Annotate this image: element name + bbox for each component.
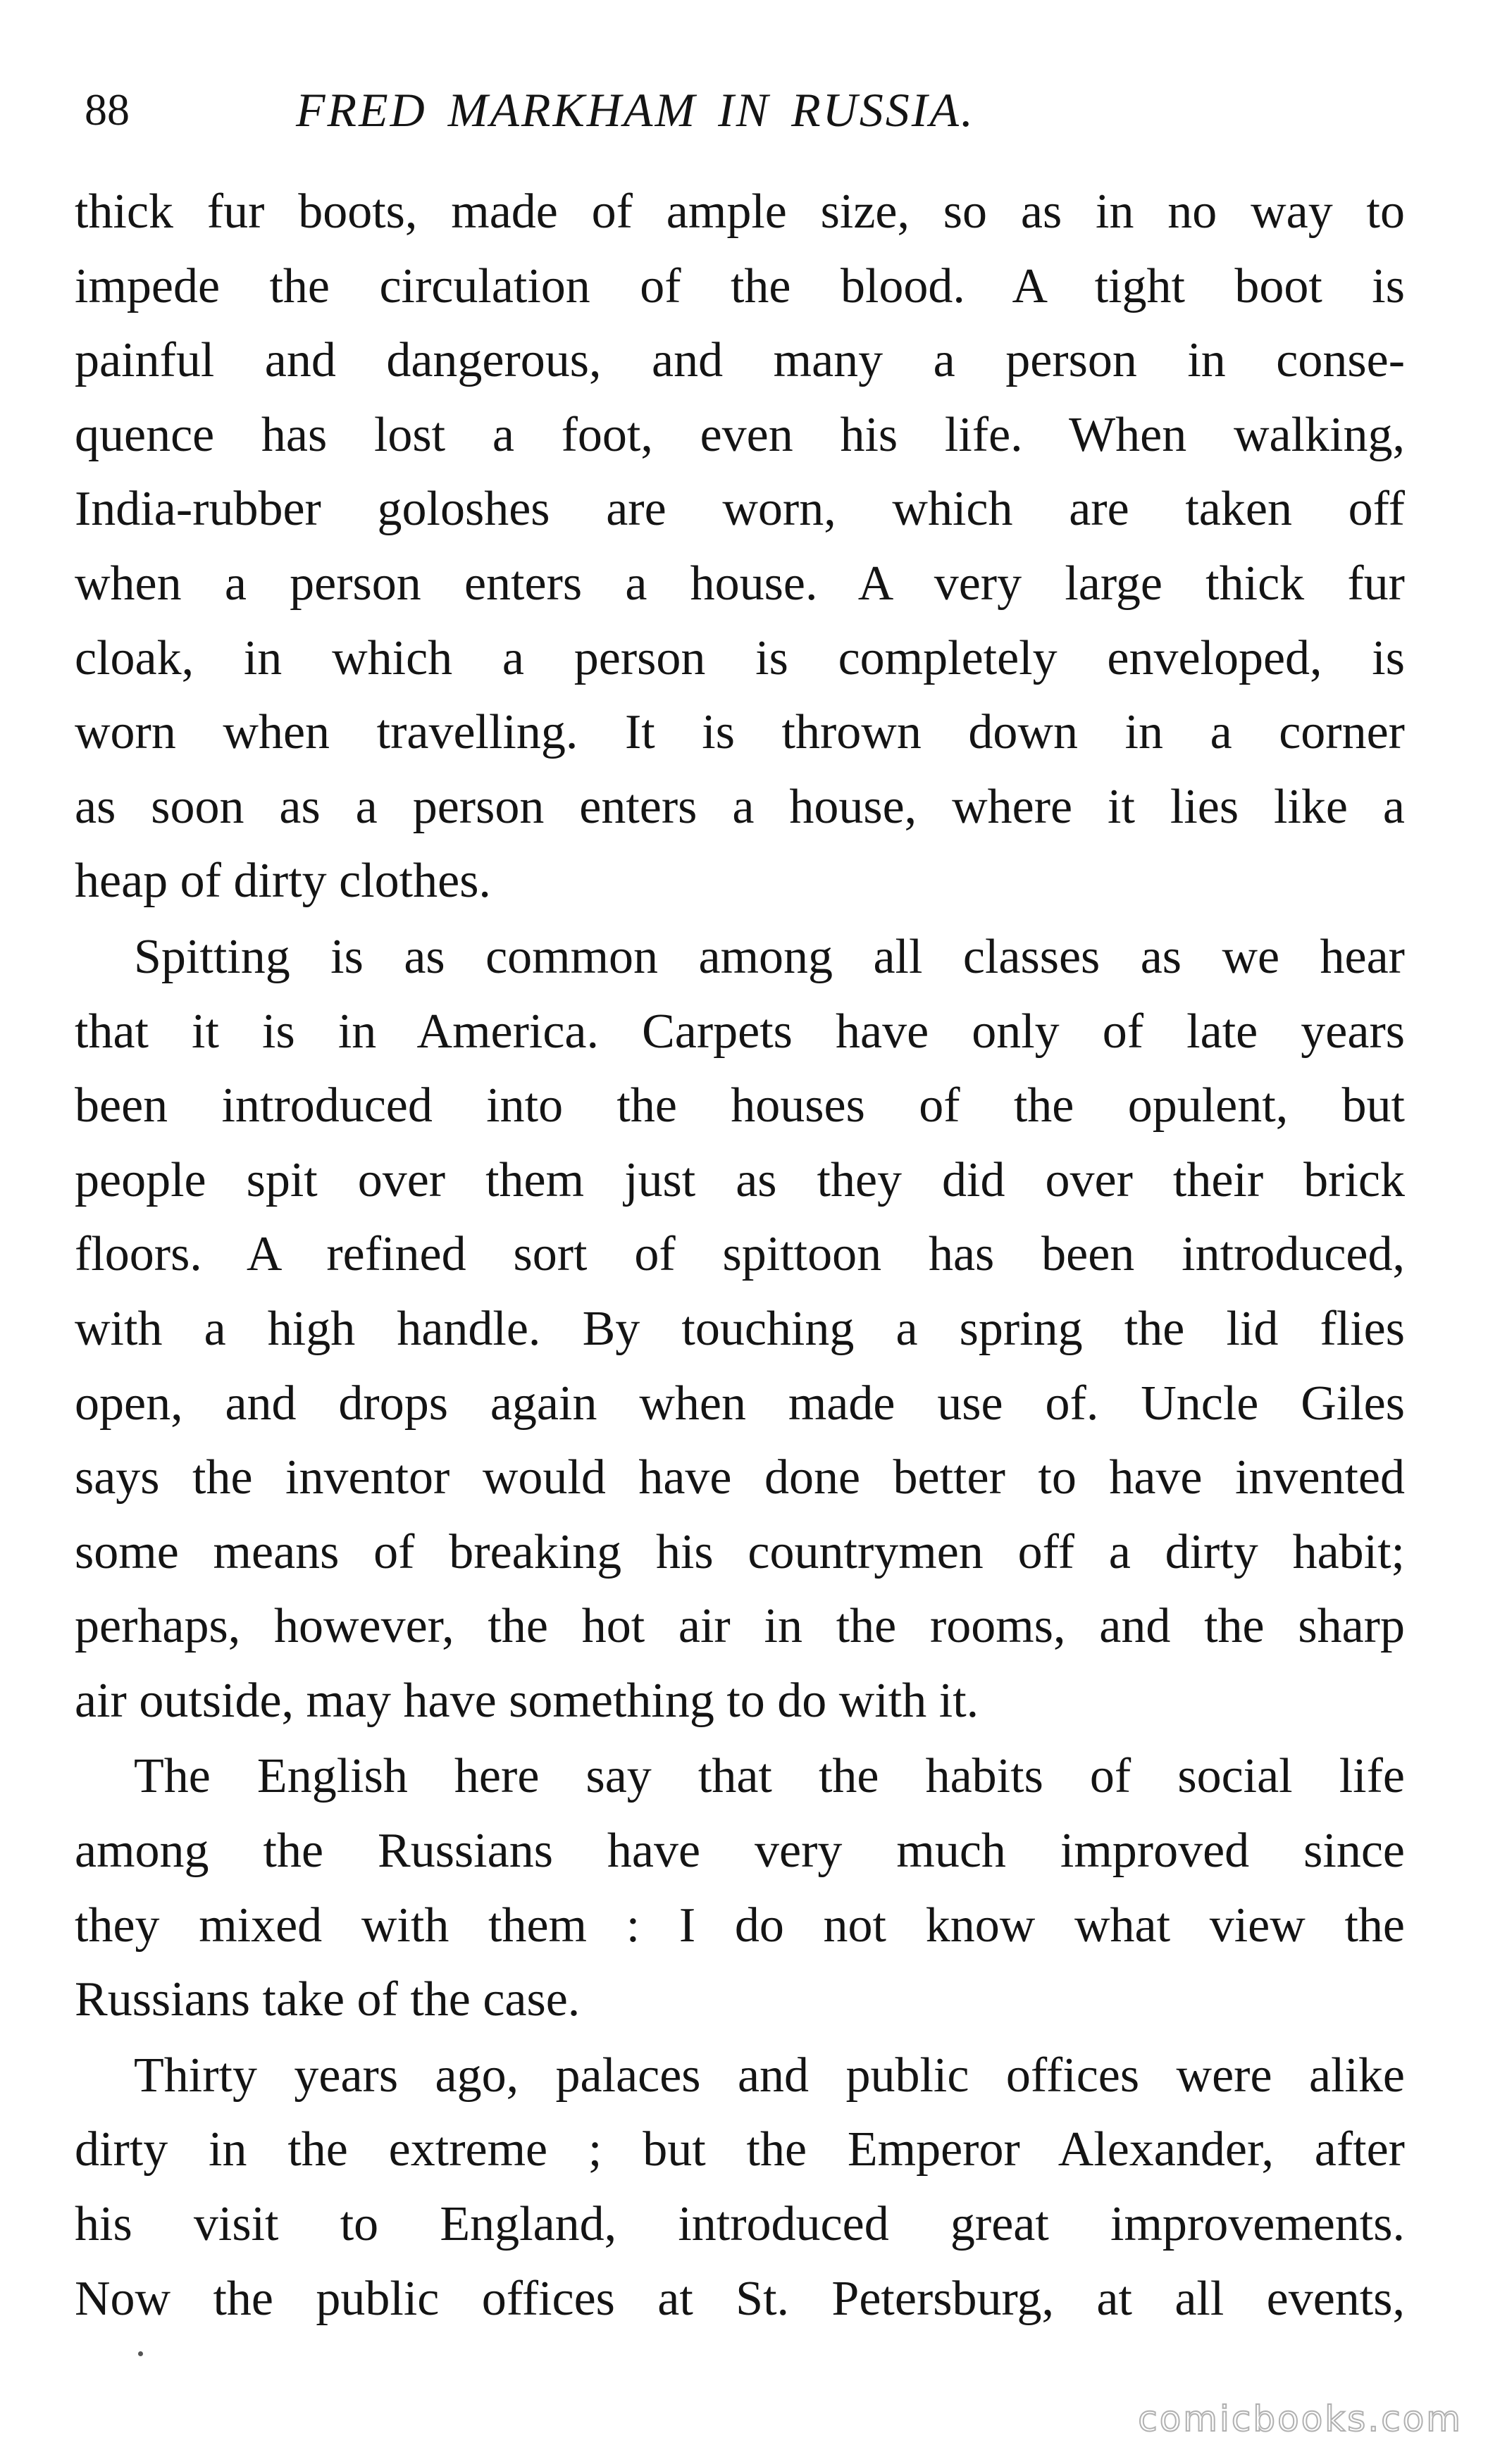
- text-line: thick fur boots, made of ample size, so as in no way to: [75, 185, 1405, 239]
- text-line: among the Russians have very much improved since: [75, 1824, 1405, 1879]
- ink-speck: [138, 2351, 143, 2356]
- text-line: worn when travelling. It is thrown down in a corner: [75, 705, 1405, 760]
- text-line: people spit over them just as they did over their brick: [75, 1152, 1405, 1207]
- text-line: his visit to England, introduced great improvements.: [75, 2197, 1405, 2252]
- body-text: [75, 175, 1405, 2336]
- text-line: floors. A refined sort of spittoon has been introduced,: [75, 1227, 1405, 1282]
- text-line: The English here say that the habits of social life: [134, 1749, 1405, 1804]
- text-line: when a person enters a house. A very large thick fur: [75, 556, 1405, 611]
- text-line: Now the public offices at St. Petersburg, at all events,: [75, 2271, 1405, 2326]
- text-line: India-rubber goloshes are worn, which are taken off: [75, 482, 1405, 537]
- watermark: comicbooks.com: [1138, 2398, 1463, 2439]
- text-line: dirty in the extreme ; but the Emperor Alexander, after: [75, 2122, 1405, 2177]
- paragraph: [75, 1739, 1405, 2036]
- paragraph: [75, 920, 1405, 1738]
- text-line: been introduced into the houses of the opulent, but: [75, 1078, 1405, 1133]
- text-line: some means of breaking his countrymen off a dirty habit;: [75, 1524, 1405, 1579]
- paragraph: [75, 2039, 1405, 2336]
- text-line: they mixed with them : I do not know what view the: [75, 1898, 1405, 1953]
- running-title: FRED MARKHAM IN RUSSIA.: [296, 83, 975, 137]
- page-number: 88: [85, 85, 130, 135]
- text-line: perhaps, however, the hot air in the rooms, and the sharp: [75, 1599, 1405, 1654]
- paragraph: [75, 175, 1405, 919]
- text-line: heap of dirty clothes.: [75, 854, 491, 909]
- text-line: impede the circulation of the blood. A tight boot is: [75, 259, 1405, 313]
- text-line: with a high handle. By touching a spring the lid flies: [75, 1301, 1405, 1356]
- text-line: open, and drops again when made use of. Uncle Giles: [75, 1376, 1405, 1431]
- text-line: Russians take of the case.: [75, 1972, 581, 2027]
- text-line: air outside, may have something to do with it.: [75, 1673, 979, 1728]
- text-line: cloak, in which a person is completely enveloped, is: [75, 630, 1405, 685]
- text-line: Spitting is as common among all classes as we hear: [134, 929, 1405, 984]
- running-header: [85, 68, 1409, 152]
- text-line: painful and dangerous, and many a person in conse-: [75, 333, 1405, 388]
- text-line: as soon as a person enters a house, where it lies like a: [75, 779, 1405, 834]
- text-line: says the inventor would have done better to have invented: [75, 1450, 1405, 1505]
- text-line: Thirty years ago, palaces and public offices were alike: [134, 2048, 1405, 2103]
- text-line: that it is in America. Carpets have only of late years: [75, 1004, 1405, 1059]
- text-line: quence has lost a foot, even his life. When walking,: [75, 407, 1405, 462]
